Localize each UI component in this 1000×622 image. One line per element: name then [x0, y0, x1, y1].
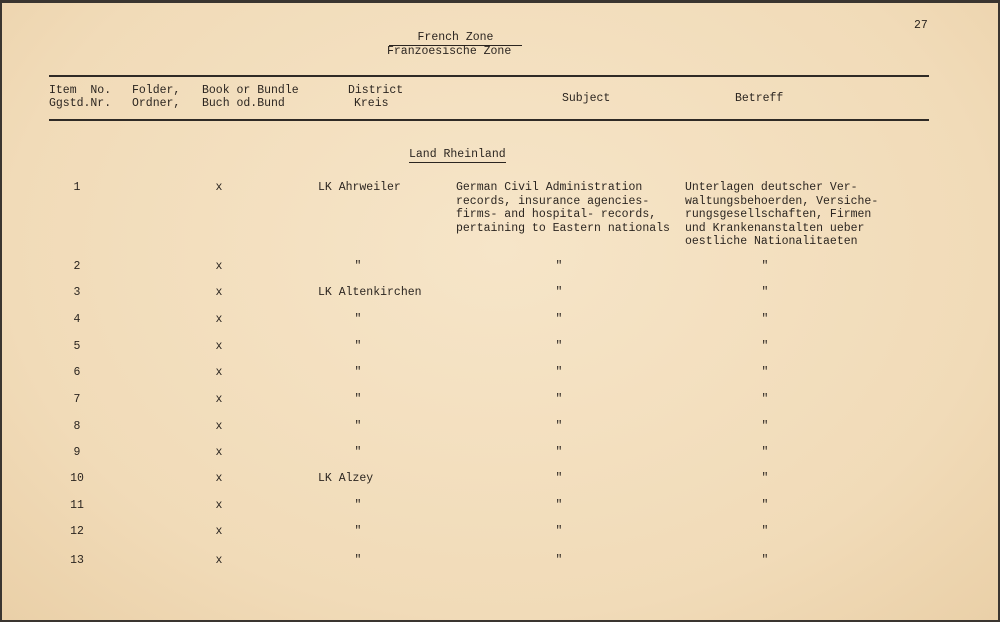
book-mark: x	[215, 313, 223, 326]
betreff-ditto: "	[761, 366, 769, 379]
subject-text	[456, 181, 670, 235]
betreff-ditto: "	[761, 393, 769, 406]
header-item-de: Ggstd.Nr.	[49, 97, 112, 110]
district-ditto: "	[354, 260, 362, 273]
header-book-en: Book or Bundle	[202, 84, 299, 97]
header-folder-de: Ordner,	[132, 97, 181, 110]
book-mark: x	[215, 393, 223, 406]
text-line: records, insurance agencies-	[456, 194, 650, 208]
betreff-ditto: "	[761, 499, 769, 512]
district-ditto: "	[354, 366, 362, 379]
item-number: 3	[73, 286, 81, 299]
district-ditto: "	[354, 554, 362, 567]
header-item-en: Item No.	[49, 84, 112, 97]
header-betreff: Betreff	[735, 92, 784, 105]
district-ditto: "	[354, 525, 362, 538]
header-folder-en: Folder,	[132, 84, 181, 97]
betreff-ditto: "	[761, 554, 769, 567]
district-ditto: "	[354, 499, 362, 512]
district-ditto: "	[354, 420, 362, 433]
subject-ditto: "	[555, 313, 563, 326]
header-rule-top	[49, 75, 929, 77]
item-number: 10	[70, 472, 84, 485]
item-number: 8	[73, 420, 81, 433]
betreff-ditto: "	[761, 286, 769, 299]
betreff-ditto: "	[761, 340, 769, 353]
book-mark: x	[215, 181, 223, 194]
book-mark: x	[215, 340, 223, 353]
district-name: LK Ahrweiler	[318, 181, 401, 194]
book-mark: x	[215, 286, 223, 299]
book-mark: x	[215, 260, 223, 273]
title-en: French Zone	[389, 31, 522, 46]
header-subject: Subject	[562, 92, 611, 105]
book-mark: x	[215, 499, 223, 512]
title-de: Franzoesische Zone	[387, 45, 512, 58]
betreff-ditto: "	[761, 420, 769, 433]
item-number: 7	[73, 393, 81, 406]
section-heading: Land Rheinland	[409, 148, 506, 161]
betreff-ditto: "	[761, 446, 769, 459]
district-ditto: "	[354, 340, 362, 353]
subject-ditto: "	[555, 340, 563, 353]
item-number: 12	[70, 525, 84, 538]
betreff-text	[685, 181, 878, 249]
item-number: 11	[70, 499, 84, 512]
text-line: und Krankenanstalten ueber	[685, 221, 865, 235]
item-number: 6	[73, 366, 81, 379]
betreff-ditto: "	[761, 525, 769, 538]
book-mark: x	[215, 366, 223, 379]
district-ditto: "	[354, 446, 362, 459]
book-mark: x	[215, 420, 223, 433]
text-line: rungsgesellschaften, Firmen	[685, 208, 872, 221]
district-ditto: "	[354, 313, 362, 326]
subject-ditto: "	[555, 393, 563, 406]
subject-ditto: "	[555, 472, 563, 485]
document-page	[2, 3, 998, 620]
subject-ditto: "	[555, 420, 563, 433]
subject-ditto: "	[555, 286, 563, 299]
item-number: 1	[73, 181, 81, 194]
text-line: firms- and hospital- records,	[456, 208, 657, 221]
item-number: 9	[73, 446, 81, 459]
book-mark: x	[215, 472, 223, 485]
text-line: German Civil Administration	[456, 181, 643, 194]
subject-ditto: "	[555, 525, 563, 538]
betreff-ditto: "	[761, 472, 769, 485]
header-rule-bottom	[49, 119, 929, 121]
page-number: 27	[914, 19, 928, 32]
header-book-de: Buch od.Bund	[202, 97, 285, 110]
text-line: Unterlagen deutscher Ver-	[685, 181, 858, 194]
subject-ditto: "	[555, 260, 563, 273]
item-number: 4	[73, 313, 81, 326]
text-line: waltungsbehoerden, Versiche-	[685, 194, 879, 208]
text-line: oestliche Nationalitaeten	[685, 235, 858, 248]
betreff-ditto: "	[761, 313, 769, 326]
subject-ditto: "	[555, 446, 563, 459]
text-line: pertaining to Eastern nationals	[456, 221, 670, 235]
item-number: 5	[73, 340, 81, 353]
book-mark: x	[215, 525, 223, 538]
district-name: LK Altenkirchen	[318, 286, 422, 299]
item-number: 13	[70, 554, 84, 567]
betreff-ditto: "	[761, 260, 769, 273]
item-number: 2	[73, 260, 81, 273]
subject-ditto: "	[555, 366, 563, 379]
subject-ditto: "	[555, 499, 563, 512]
header-district-en: District	[348, 84, 404, 97]
district-ditto: "	[354, 393, 362, 406]
book-mark: x	[215, 554, 223, 567]
subject-ditto: "	[555, 554, 563, 567]
header-district-de: Kreis	[354, 97, 389, 110]
book-mark: x	[215, 446, 223, 459]
district-name: LK Alzey	[318, 472, 374, 485]
